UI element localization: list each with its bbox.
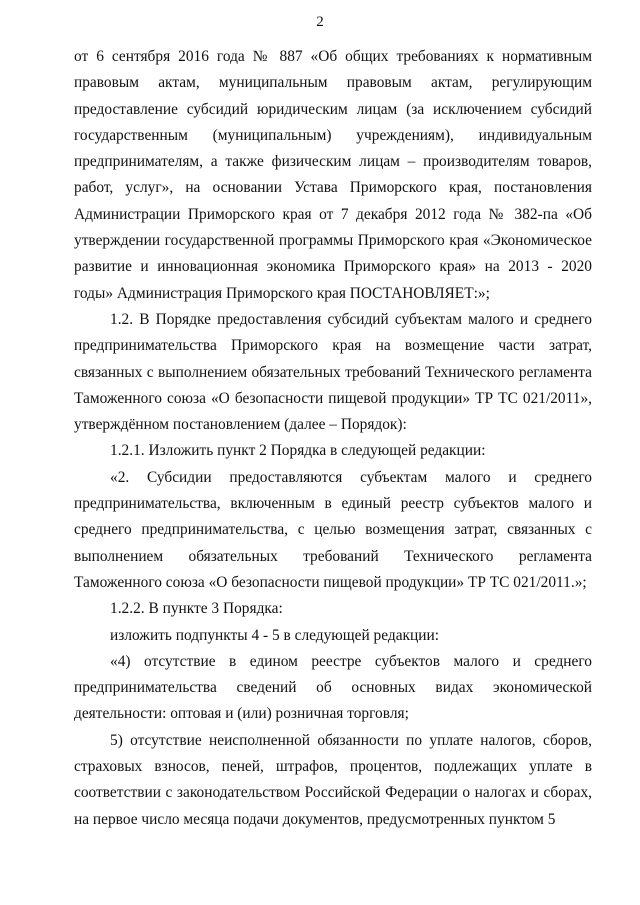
- paragraph-1-2-2: 1.2.2. В пункте 3 Порядка:: [110, 600, 283, 618]
- paragraph-legal-basis: от 6 сентября 2016 года № 887 «Об общих требованиях к нормативным правовым актам, муниципальным правовым актам, регулирующим предоставление субсидий юридическим лицам (за исключением субсидий государственным (муниципальным) учреждениям), индивидуальным предпринимателям, а также физическим лицам – производителям товаров, работ, услуг», на основании Устава Приморского края, постановления Администрации Приморского края от 7 декабря 2012 года № 382-па «Об утверждении государственной программы Приморского края «Экономическое развитие и инновационная экономика Приморского края» на 2013 - 2020 годы» Администрация Приморского края ПОСТАНОВЛЯЕТ:»;: [74, 48, 592, 302]
- document-body: [74, 44, 592, 833]
- paragraph-1-2-1: 1.2.1. Изложить пункт 2 Порядка в следующей редакции:: [110, 442, 486, 460]
- paragraph-item-2: «2. Субсидии предоставляются субъектам малого и среднего предпринимательства, включенным в единый реестр субъектов малого и среднего предпринимательства, с целью возмещения затрат, связанных с выполнением обязательных требований Технического регламента Таможенного союза «О безопасности пищевой продукции» ТР ТС 021/2011.»;: [74, 468, 592, 591]
- paragraph-1-2: 1.2. В Порядке предоставления субсидий субъектам малого и среднего предпринимательства Приморского края на возмещение части затрат, связанных с выполнением обязательных требований Технического регламента Таможенного союза «О безопасности пищевой продукции» ТР ТС 021/2011», утверждённом постановлением (далее – Порядок):: [74, 310, 592, 434]
- page-number: 2: [316, 14, 324, 30]
- paragraph-subitems-instruction: изложить подпункты 4 - 5 в следующей редакции:: [110, 626, 439, 644]
- paragraph-subitem-5: 5) отсутствие неисполненной обязанности по уплате налогов, сборов, страховых взносов, пеней, штрафов, процентов, подлежащих уплате в соответствии с законодательством Российской Федерации о налогах и сборах, на первое число месяца подачи документов, предусмотренных пунктом 5: [74, 731, 592, 828]
- paragraph-subitem-4: «4) отсутствие в едином реестре субъектов малого и среднего предпринимательства сведений об основных видах экономической деятельности: оптовая и (или) розничная торговля;: [74, 652, 592, 723]
